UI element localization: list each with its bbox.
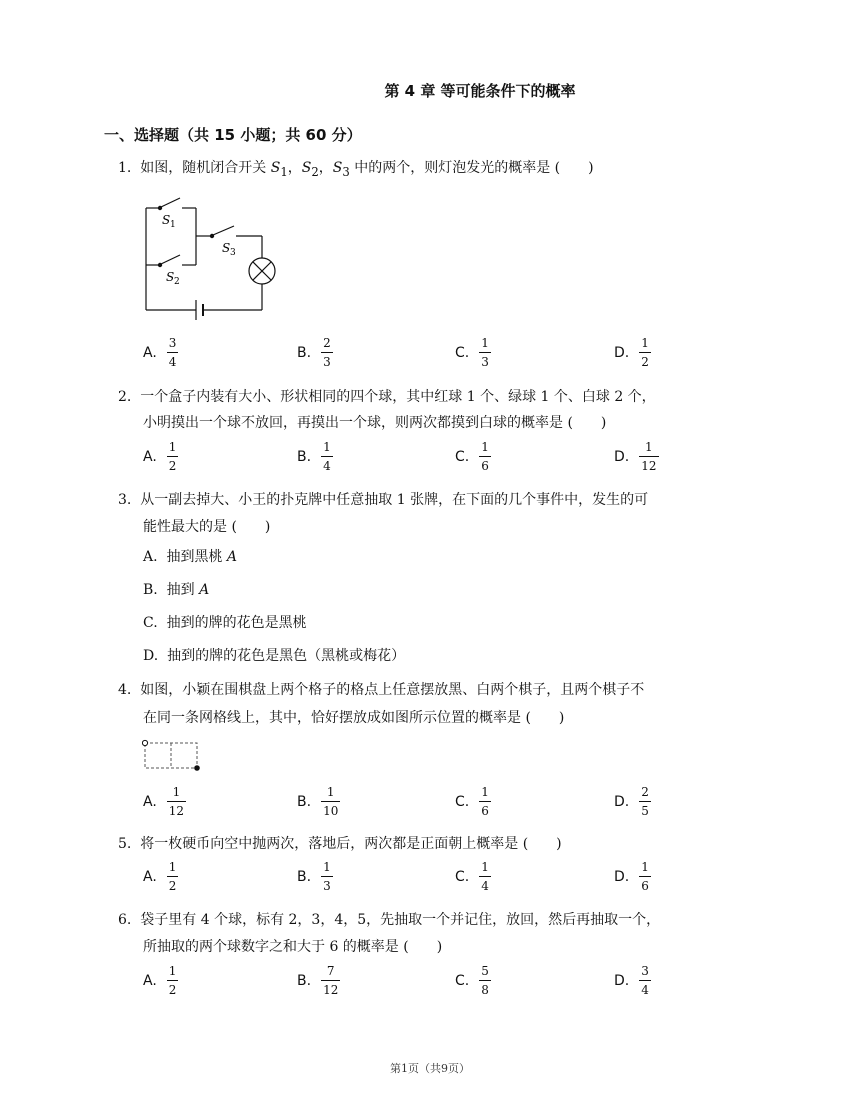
fraction-bar (321, 876, 333, 877)
var-a: A (199, 582, 210, 598)
denominator: 4 (168, 355, 177, 369)
question-text: 如图，随机闭合开关 (140, 160, 271, 176)
numerator: 1 (481, 336, 489, 350)
fraction (321, 964, 340, 997)
denominator: 3 (481, 355, 489, 369)
denominator: 12 (641, 459, 657, 473)
question-2-line2: 小明摸出一个球不放回，再摸出一个球，则两次都摸到白球的概率是 ( ) (143, 415, 607, 431)
option-label: C. (455, 344, 470, 361)
separator: ， (318, 160, 333, 176)
numerator: 2 (323, 336, 331, 350)
option-a[interactable] (143, 440, 178, 473)
fraction-bar (639, 876, 651, 877)
section-heading: 一、选择题（共 15 小题；共 60 分） (104, 126, 362, 144)
option-d[interactable] (143, 646, 405, 666)
fraction (321, 785, 340, 818)
numerator: 7 (326, 964, 335, 978)
option-a[interactable] (143, 547, 237, 567)
fraction-bar (321, 801, 340, 802)
question-4-line1 (118, 680, 644, 700)
var-a: A (226, 549, 238, 565)
option-label: D. (614, 448, 630, 465)
var-s: S (332, 160, 343, 176)
denominator: 2 (168, 983, 177, 997)
question-3-line1 (118, 490, 648, 510)
option-b[interactable] (297, 336, 333, 369)
question-number: 3. (118, 492, 132, 508)
fraction (639, 785, 651, 818)
switch-label-s2-sub: 2 (174, 277, 180, 287)
option-text: 抽到的牌的花色是黑桃 (166, 615, 307, 631)
fraction-bar (321, 456, 333, 457)
denominator: 12 (323, 983, 339, 997)
var-s: S (270, 160, 281, 176)
numerator: 1 (645, 440, 653, 454)
fraction-bar (167, 876, 179, 877)
denominator: 6 (481, 459, 489, 473)
denominator: 6 (641, 879, 649, 893)
numerator: 1 (481, 785, 489, 799)
numerator: 1 (168, 860, 177, 874)
option-label: C. (143, 615, 158, 631)
subscript: 1 (280, 164, 288, 179)
switch-label-s2: S (166, 270, 175, 284)
option-label: B. (297, 448, 312, 465)
option-label: D. (614, 793, 630, 810)
numerator: 2 (641, 785, 649, 799)
option-label: A. (143, 793, 157, 810)
option-label: B. (297, 972, 312, 989)
question-4-line2: 在同一条网格线上，其中，恰好摆放成如图所示位置的概率是 ( ) (143, 710, 565, 726)
option-d[interactable] (614, 785, 651, 818)
question-text: 袋子里有 4 个球，标有 2，3，4，5，先抽取一个并记住，放回，然后再抽取一个， (140, 912, 661, 928)
option-label: B. (297, 344, 312, 361)
fraction (167, 964, 179, 997)
fraction (479, 785, 491, 818)
subscript: 3 (342, 164, 350, 179)
option-a[interactable] (143, 785, 186, 818)
black-stone (194, 765, 200, 771)
option-c[interactable] (455, 964, 491, 997)
switch-label-s3: S (222, 241, 231, 255)
fraction-bar (167, 801, 186, 802)
option-c[interactable] (143, 613, 307, 633)
numerator: 5 (481, 964, 489, 978)
option-label: B. (143, 582, 158, 598)
question-text: 中的两个，则灯泡发光的概率是 ( ) (349, 160, 594, 176)
option-text: 抽到的牌的花色是黑色（黑桃或梅花） (167, 648, 406, 664)
fraction (321, 440, 333, 473)
option-label: A. (143, 448, 157, 465)
numerator: 1 (168, 440, 177, 454)
fraction-bar (479, 980, 491, 981)
question-text: 如图，小颖在围棋盘上两个格子的格点上任意摆放黑、白两个棋子，且两个棋子不 (140, 682, 645, 698)
question-1-stem (118, 158, 594, 182)
white-stone (142, 740, 147, 745)
question-number: 4. (118, 682, 132, 698)
subscript: 2 (311, 164, 319, 179)
fraction (167, 785, 186, 818)
fraction-bar (167, 456, 179, 457)
option-label: D. (614, 868, 630, 885)
fraction (639, 336, 651, 369)
option-label: B. (297, 868, 312, 885)
go-board-diagram (142, 739, 202, 773)
option-c[interactable] (455, 336, 491, 369)
fraction (639, 440, 658, 473)
fraction (321, 860, 333, 893)
fraction-bar (639, 456, 658, 457)
fraction-bar (479, 801, 491, 802)
fraction-bar (321, 352, 333, 353)
question-text: 将一枚硬币向空中抛两次，落地后，两次都是正面朝上概率是 ( ) (140, 836, 562, 852)
numerator: 1 (641, 860, 649, 874)
fraction-bar (639, 980, 651, 981)
option-label: A. (143, 344, 157, 361)
fraction (639, 964, 651, 997)
option-b[interactable] (297, 860, 333, 893)
option-label: D. (614, 344, 630, 361)
denominator: 3 (323, 355, 331, 369)
numerator: 1 (326, 785, 335, 799)
question-number: 1. (118, 160, 132, 176)
question-6-line2: 所抽取的两个球数字之和大于 6 的概率是 ( ) (143, 939, 443, 955)
option-b[interactable] (297, 785, 340, 818)
option-d[interactable] (614, 964, 651, 997)
numerator: 1 (481, 860, 489, 874)
numerator: 3 (641, 964, 649, 978)
option-a[interactable] (143, 336, 178, 369)
fraction-bar (479, 352, 491, 353)
circuit-diagram (140, 190, 280, 320)
question-text: 一个盒子内装有大小、形状相同的四个球，其中红球 1 个、绿球 1 个、白球 2 个， (140, 389, 656, 405)
fraction (479, 860, 491, 893)
option-label: B. (297, 793, 312, 810)
option-c[interactable] (455, 860, 491, 893)
question-number: 6. (118, 912, 132, 928)
question-number: 5. (118, 836, 132, 852)
option-label: C. (455, 972, 470, 989)
fraction-bar (167, 980, 179, 981)
fraction (639, 860, 651, 893)
option-text: 抽到黑桃 (166, 549, 227, 565)
option-d[interactable] (614, 440, 659, 473)
option-b[interactable] (297, 964, 340, 997)
switch-label-s1: S (162, 213, 171, 227)
denominator: 3 (323, 879, 331, 893)
fraction-bar (479, 456, 491, 457)
option-label: D. (143, 648, 159, 664)
fraction-bar (639, 352, 651, 353)
option-label: A. (143, 549, 158, 565)
denominator: 4 (641, 983, 649, 997)
option-b[interactable] (297, 440, 333, 473)
option-label: C. (455, 793, 470, 810)
question-6-line1 (118, 910, 660, 930)
separator: ， (287, 160, 302, 176)
fraction (167, 440, 179, 473)
page-title: 第 4 章 等可能条件下的概率 (384, 82, 576, 100)
denominator: 6 (481, 804, 489, 818)
fraction-bar (639, 801, 651, 802)
fraction (321, 336, 333, 369)
denominator: 12 (168, 804, 185, 818)
switch-label-s3-sub: 3 (230, 248, 236, 258)
question-5-line1 (118, 834, 562, 854)
option-b[interactable] (143, 580, 209, 600)
fraction (479, 336, 491, 369)
fraction (167, 860, 179, 893)
switch-label-s1-sub: 1 (170, 220, 176, 230)
page-footer: 第1页（共9页） (390, 1062, 470, 1075)
option-d[interactable] (614, 336, 651, 369)
option-a[interactable] (143, 964, 178, 997)
numerator: 1 (323, 440, 331, 454)
numerator: 1 (168, 964, 177, 978)
denominator: 2 (168, 879, 177, 893)
fraction-bar (479, 876, 491, 877)
numerator: 3 (168, 336, 177, 350)
var-s: S (301, 160, 312, 176)
option-label: A. (143, 972, 157, 989)
option-label: C. (455, 868, 470, 885)
question-number: 2. (118, 389, 132, 405)
option-label: A. (143, 868, 157, 885)
option-c[interactable] (455, 785, 491, 818)
option-c[interactable] (455, 440, 491, 473)
denominator: 8 (481, 983, 489, 997)
fraction (167, 336, 179, 369)
denominator: 5 (641, 804, 649, 818)
question-text: 从一副去掉大、小王的扑克牌中任意抽取 1 张牌，在下面的几个事件中，发生的可 (140, 492, 649, 508)
numerator: 1 (323, 860, 331, 874)
option-label: C. (455, 448, 470, 465)
fraction (479, 440, 491, 473)
fraction-bar (321, 980, 340, 981)
denominator: 2 (168, 459, 177, 473)
denominator: 4 (323, 459, 331, 473)
question-2-line1 (118, 387, 656, 407)
denominator: 4 (481, 879, 489, 893)
numerator: 1 (481, 440, 489, 454)
option-d[interactable] (614, 860, 651, 893)
numerator: 1 (641, 336, 649, 350)
option-label: D. (614, 972, 630, 989)
fraction (479, 964, 491, 997)
denominator: 2 (641, 355, 649, 369)
fraction-bar (167, 352, 179, 353)
question-3-line2: 能性最大的是 ( ) (143, 519, 271, 535)
denominator: 10 (323, 804, 339, 818)
option-a[interactable] (143, 860, 178, 893)
option-text: 抽到 (166, 582, 200, 598)
numerator: 1 (172, 785, 181, 799)
